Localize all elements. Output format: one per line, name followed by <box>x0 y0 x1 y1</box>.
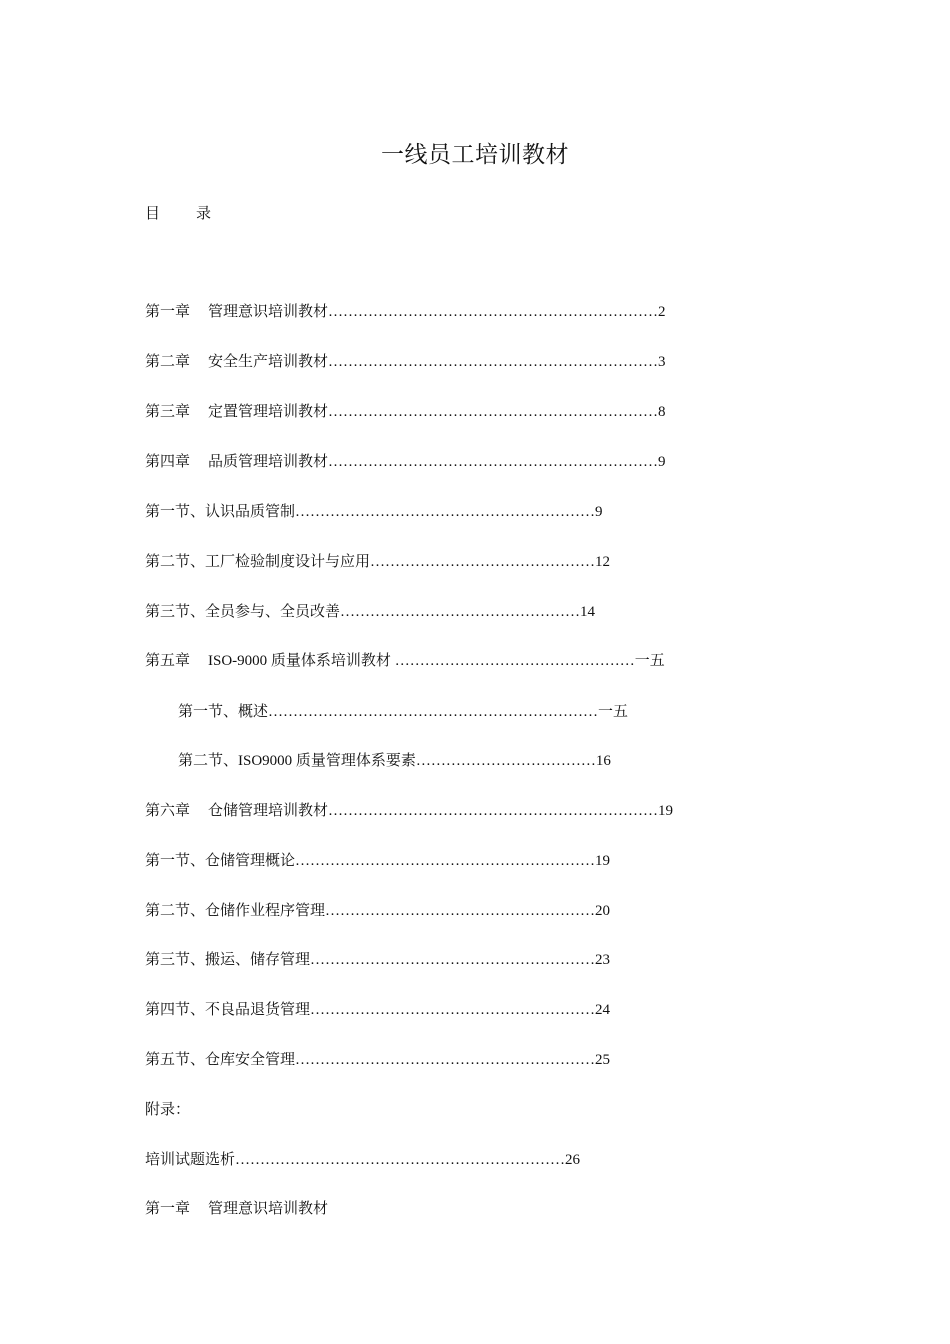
toc-entry-page: 23 <box>595 952 611 968</box>
toc-entry-page: 26 <box>565 1152 581 1168</box>
toc-entry-title: 管理意识培训教材 <box>208 1201 329 1217</box>
toc-entry-title: 品质管理培训教材 <box>208 454 329 470</box>
toc-entry-title: 第二节、ISO9000 质量管理体系要素 <box>178 753 416 769</box>
toc-entry-title: 第五节、仓库安全管理 <box>145 1052 296 1068</box>
toc-entry-page: 19 <box>595 853 611 869</box>
toc-entry <box>145 901 610 921</box>
toc-entry-title: ISO-9000 质量体系培训教材 <box>208 653 395 669</box>
toc-entry-page: 12 <box>595 554 611 570</box>
toc-entry <box>145 851 610 871</box>
toc-entry-page: 8 <box>658 404 666 420</box>
toc-entry <box>145 602 595 622</box>
toc-entry-leader: …………………………………………………… <box>295 504 596 520</box>
document-title: 一线员工培训教材 <box>381 142 569 167</box>
toc-entry-leader: …………………………………………………… <box>295 853 596 869</box>
toc-entry <box>178 702 628 722</box>
toc-entry-title: 第一节、认识品质管制 <box>145 504 296 520</box>
toc-entry <box>145 452 666 472</box>
toc-entry <box>145 402 666 422</box>
toc-entry-page: 25 <box>595 1052 611 1068</box>
toc-entry <box>145 1000 610 1020</box>
toc-entry-title: 第四节、不良品退货管理 <box>145 1002 311 1018</box>
toc-entry-leader: ………………………………………………… <box>310 952 596 968</box>
toc-entry <box>145 1199 328 1219</box>
toc-entry <box>178 751 611 771</box>
toc-entry-page: 14 <box>580 604 596 620</box>
toc-entry-leader: ……………………………………… <box>370 554 596 570</box>
toc-entry-leader: ………………………………………………………… <box>328 803 659 819</box>
toc-entry <box>145 352 666 372</box>
toc-entry-page: 16 <box>595 753 611 769</box>
toc-entry-title: 第三节、全员参与、全员改善 <box>145 604 341 620</box>
toc-entry-title: 安全生产培训教材 <box>208 354 329 370</box>
toc-entry-chapter: 第三章 <box>145 404 191 420</box>
toc-entry <box>145 1050 610 1070</box>
toc-entry-title: 管理意识培训教材 <box>208 304 329 320</box>
toc-entry-page: 2 <box>658 304 666 320</box>
toc-entry-chapter: 第一章 <box>145 1201 191 1217</box>
toc-heading-left: 目 <box>145 206 161 222</box>
toc-entry-chapter: 第六章 <box>145 803 191 819</box>
toc-entry-page: 9 <box>595 504 603 520</box>
toc-entry-leader: ………………………………………… <box>394 653 635 669</box>
toc-entry-page: 9 <box>658 454 666 470</box>
toc-entry-leader: ……………………………………………… <box>325 903 596 919</box>
toc-entry-title: 第三节、搬运、储存管理 <box>145 952 311 968</box>
toc-entry <box>145 801 673 821</box>
toc-entry-leader: …………………………………………………… <box>295 1052 596 1068</box>
toc-entry <box>145 1100 190 1120</box>
toc-entry-leader: ………………………………………… <box>340 604 581 620</box>
toc-entry-chapter: 第四章 <box>145 454 191 470</box>
toc-entry-leader: ………………………………………………………… <box>328 304 659 320</box>
toc-entry-page: 一五 <box>598 704 629 720</box>
toc-entry-title: 第二节、仓储作业程序管理 <box>145 903 326 919</box>
toc-entry <box>145 502 603 522</box>
toc-entry-title: 第一节、仓储管理概论 <box>145 853 296 869</box>
toc-entry-chapter: 第五章 <box>145 653 191 669</box>
toc-entry-title: 第二节、工厂检验制度设计与应用 <box>145 554 371 570</box>
toc-heading-right: 录 <box>196 206 212 222</box>
toc-entry-chapter: 第二章 <box>145 354 191 370</box>
toc-entry-page: 24 <box>595 1002 611 1018</box>
toc-entry-page: 20 <box>595 903 611 919</box>
toc-entry-title: 定置管理培训教材 <box>208 404 329 420</box>
toc-entry-page: 3 <box>658 354 666 370</box>
toc-entry-title: 仓储管理培训教材 <box>208 803 329 819</box>
toc-entry <box>145 651 665 671</box>
toc-entry-leader: ………………………………………………………… <box>328 404 659 420</box>
toc-entry-leader: ………………………………………………………… <box>328 454 659 470</box>
toc-entry-leader: ………………………………………………………… <box>235 1152 566 1168</box>
toc-entry-title: 附录： <box>145 1102 191 1118</box>
toc-entry-title: 第一节、概述 <box>178 704 269 720</box>
toc-entry-chapter: 第一章 <box>145 304 191 320</box>
toc-entry-title: 培训试题选析 <box>145 1152 236 1168</box>
toc-entry <box>145 1150 580 1170</box>
toc-entry <box>145 950 610 970</box>
toc-entry <box>145 552 610 572</box>
toc-entry-leader: ……………………………… <box>415 753 596 769</box>
toc-entry-leader: ………………………………………………… <box>310 1002 596 1018</box>
toc-entry-page: 19 <box>658 803 674 819</box>
toc-heading <box>145 202 211 223</box>
toc-entry-page: 一五 <box>634 653 665 669</box>
toc-entry-leader: ………………………………………………………… <box>328 354 659 370</box>
toc-entry-leader: ………………………………………………………… <box>268 704 599 720</box>
toc-entry <box>145 302 666 322</box>
